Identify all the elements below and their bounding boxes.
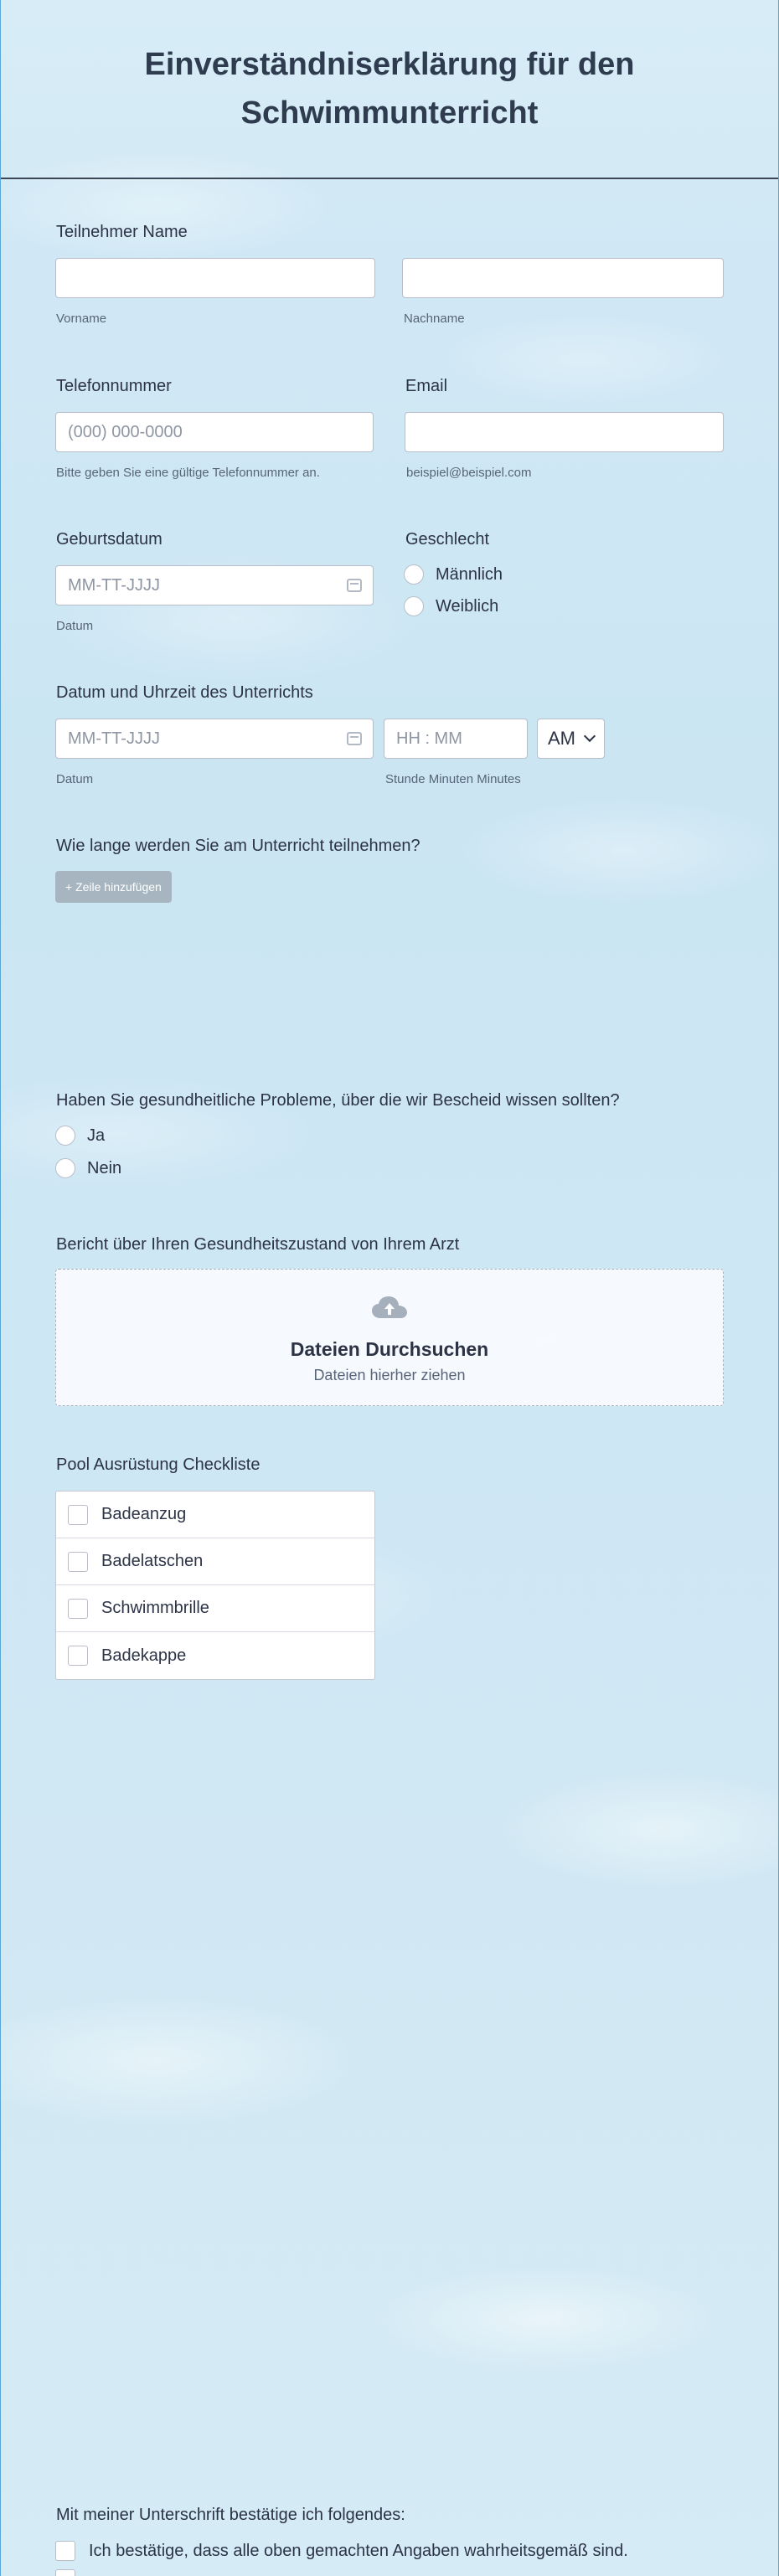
health-label: Haben Sie gesundheitliche Probleme, über die wir Bescheid wissen sollten?	[56, 1091, 620, 1110]
page-title: Einverständniserklärung für den Schwimmunterricht	[144, 47, 635, 131]
health-option-no[interactable]	[55, 1158, 121, 1178]
equipment-checklist	[55, 1491, 375, 1680]
checkbox[interactable]	[68, 1552, 88, 1572]
consent-item-2[interactable]	[55, 2569, 89, 2576]
lesson-time-input[interactable]	[384, 719, 528, 759]
radio-button[interactable]	[55, 1126, 75, 1146]
lesson-datetime-label: Datum und Uhrzeit des Unterrichts	[56, 683, 313, 702]
participant-name-label: Teilnehmer Name	[56, 223, 188, 241]
form-panel	[0, 181, 779, 1705]
email-label: Email	[405, 377, 448, 395]
form-header	[0, 0, 779, 179]
email-input[interactable]	[405, 412, 724, 452]
checkbox[interactable]	[68, 1505, 88, 1525]
lesson-time-sublabel: Stunde Minuten Minutes	[385, 772, 521, 786]
browse-files-text[interactable]: Dateien Durchsuchen	[290, 1338, 489, 1360]
checklist-item-label: Badelatschen	[101, 1552, 204, 1570]
calendar-icon[interactable]	[347, 579, 362, 592]
checklist-item-label: Badekappe	[101, 1646, 187, 1665]
checklist-item-cap[interactable]	[56, 1632, 374, 1679]
checkbox[interactable]	[55, 2569, 75, 2576]
gender-option-male[interactable]	[404, 564, 503, 585]
report-label: Bericht über Ihren Gesundheitszustand von Ihrem Arzt	[56, 1235, 460, 1254]
add-row-button[interactable]: + Zeile hinzufügen	[55, 871, 172, 903]
radio-button[interactable]	[404, 596, 424, 616]
consent-item-1[interactable]	[55, 2541, 628, 2561]
checklist-item-goggles[interactable]	[56, 1585, 374, 1632]
file-upload-area[interactable]	[55, 1269, 724, 1406]
first-name-sublabel: Vorname	[56, 312, 107, 326]
health-option-label: Ja	[87, 1126, 106, 1145]
duration-label: Wie lange werden Sie am Unterricht teilnehmen?	[56, 837, 420, 855]
checklist-item-slippers[interactable]	[56, 1538, 374, 1585]
cloud-upload-icon	[370, 1295, 409, 1320]
checklist-item-swimsuit[interactable]	[56, 1492, 374, 1538]
checklist-item-label: Schwimmbrille	[101, 1599, 209, 1617]
checkbox[interactable]	[68, 1599, 88, 1619]
checklist-item-label: Badeanzug	[101, 1505, 187, 1523]
last-name-input[interactable]	[402, 258, 724, 298]
birthdate-label: Geburtsdatum	[56, 530, 163, 549]
gender-label: Geschlecht	[405, 530, 490, 549]
email-sublabel: beispiel@beispiel.com	[406, 466, 532, 480]
ampm-value: AM	[548, 728, 575, 749]
last-name-sublabel: Nachname	[404, 312, 465, 326]
lesson-date-sublabel: Datum	[56, 772, 94, 786]
gender-option-label: Männlich	[436, 564, 503, 584]
health-option-label: Nein	[87, 1158, 122, 1177]
first-name-input[interactable]	[55, 258, 375, 298]
radio-button[interactable]	[55, 1158, 75, 1178]
phone-sublabel: Bitte geben Sie eine gültige Telefonnummer an.	[56, 466, 320, 480]
birthdate-input[interactable]	[55, 565, 374, 605]
phone-input[interactable]	[55, 412, 374, 452]
checkbox[interactable]	[68, 1646, 88, 1666]
ampm-select[interactable]	[537, 719, 605, 759]
checkbox[interactable]	[55, 2541, 75, 2561]
birthdate-sublabel: Datum	[56, 619, 94, 633]
drag-files-text: Dateien hierher ziehen	[313, 1367, 466, 1383]
consent-item-label: Ich bestätige, dass alle oben gemachten Angaben wahrheitsgemäß sind.	[89, 2541, 628, 2560]
lesson-date-input[interactable]	[55, 719, 374, 759]
health-option-yes[interactable]	[55, 1126, 105, 1146]
gender-option-label: Weiblich	[436, 596, 499, 616]
checklist-label: Pool Ausrüstung Checkliste	[56, 1455, 261, 1474]
gender-option-female[interactable]	[404, 596, 498, 616]
calendar-icon[interactable]	[347, 732, 362, 745]
chevron-down-icon	[584, 730, 596, 742]
phone-label: Telefonnummer	[56, 377, 172, 395]
radio-button[interactable]	[404, 564, 424, 585]
consent-label: Mit meiner Unterschrift bestätige ich folgendes:	[56, 2506, 405, 2524]
